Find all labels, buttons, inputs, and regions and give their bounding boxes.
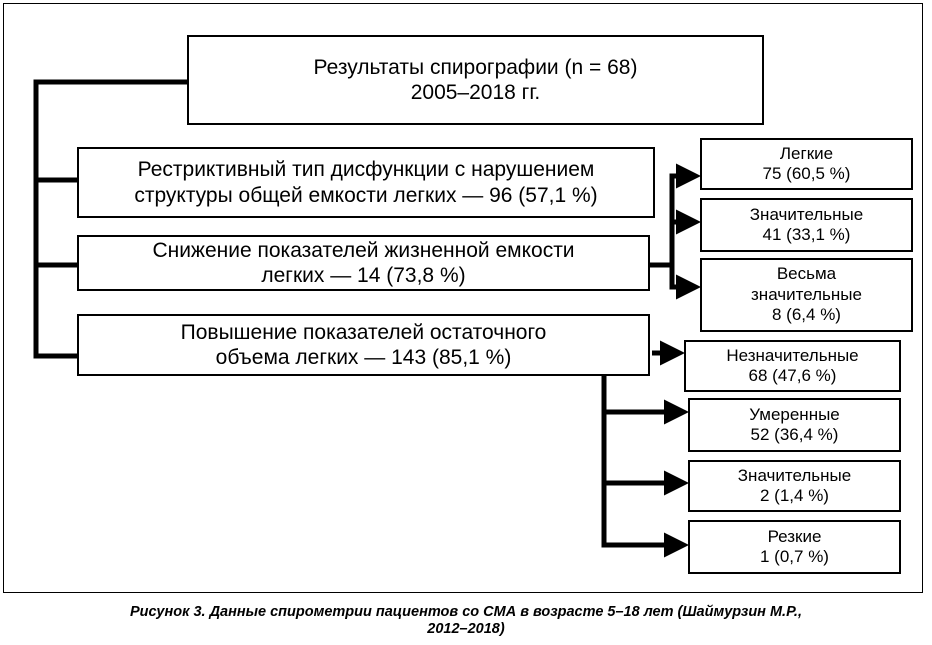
root-title: Результаты спирографии (n = 68) bbox=[313, 55, 638, 79]
severity-label: Значительные bbox=[749, 204, 864, 224]
restrictive-line-2: структуры общей емкости легких — 96 (57,1 %) bbox=[134, 183, 598, 207]
severity-label: Резкие bbox=[767, 526, 822, 546]
vital-capacity-line-1: Снижение показателей жизненной емкости bbox=[152, 238, 575, 262]
severity-value: 1 (0,7 %) bbox=[760, 547, 829, 566]
restrictive-box bbox=[77, 147, 655, 218]
severity-value: 75 (60,5 %) bbox=[762, 164, 851, 183]
severity-box-vesma bbox=[700, 258, 913, 332]
caption-line-2: 2012–2018) bbox=[427, 621, 505, 638]
severity-value: 52 (36,4 %) bbox=[750, 425, 839, 444]
severity-box-umerennye bbox=[688, 398, 901, 452]
residual-volume-box bbox=[77, 314, 650, 376]
vital-capacity-box bbox=[77, 235, 650, 291]
severity-box-rezkie bbox=[688, 520, 901, 574]
root-years: 2005–2018 гг. bbox=[410, 81, 541, 104]
figure-caption bbox=[0, 604, 932, 639]
severity-box-neznachitelnye bbox=[684, 340, 901, 392]
vital-capacity-line-2: легких — 14 (73,8 %) bbox=[261, 264, 466, 287]
severity-label: Умеренные bbox=[749, 404, 840, 424]
severity-label: Незначительные bbox=[726, 345, 859, 365]
severity-value: 41 (33,1 %) bbox=[762, 225, 851, 244]
severity-label: Легкие bbox=[779, 143, 834, 163]
severity-box-legkie bbox=[700, 138, 913, 190]
restrictive-line-1: Рестриктивный тип дисфункции с нарушением bbox=[137, 158, 595, 182]
severity-label: значительные bbox=[751, 284, 862, 304]
caption-line-1: Рисунок 3. Данные спирометрии пациентов со СМА в возрасте 5–18 лет (Шаймурзин М.Р., bbox=[130, 604, 802, 620]
severity-box-znachitelnye-a bbox=[700, 198, 913, 252]
severity-value: 2 (1,4 %) bbox=[760, 486, 829, 505]
severity-value: 8 (6,4 %) bbox=[772, 305, 841, 325]
root-box bbox=[187, 35, 764, 125]
severity-label: Значительные bbox=[737, 465, 852, 485]
severity-box-znachitelnye-b bbox=[688, 460, 901, 512]
severity-label: Весьма bbox=[776, 264, 837, 284]
residual-volume-line-1: Повышение показателей остаточного bbox=[180, 320, 547, 344]
severity-value: 68 (47,6 %) bbox=[748, 366, 837, 385]
residual-volume-line-2: объема легких — 143 (85,1 %) bbox=[215, 346, 512, 369]
